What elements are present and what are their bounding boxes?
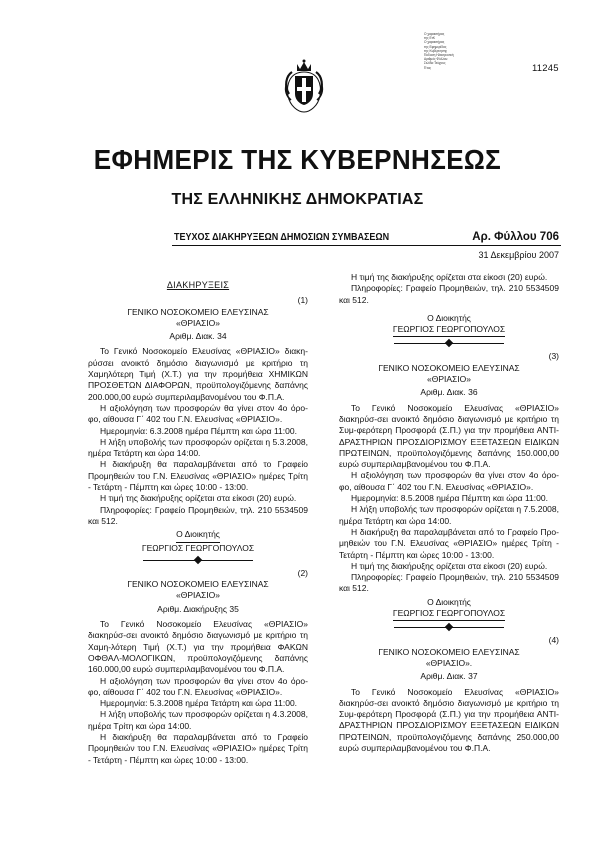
notice-paragraph: Η τιμή της διακήρυξης ορίζεται στα είκοσι (20) ευρώ. bbox=[351, 560, 548, 571]
notice-org: ΓΕΝΙΚΟ ΝΟΣΟΚΟΜΕΙΟ ΕΛΕΥΣΙΝΑΣ bbox=[127, 306, 269, 317]
issue-type: ΤΕΥΧΟΣ ΔΙΑΚΗΡΥΞΕΩΝ ΔΗΜΟΣΙΩΝ ΣΥΜΒΑΣΕΩΝ bbox=[174, 232, 390, 243]
notice-paragraph: Η τιμή της διακήρυξης ορίζεται στα είκοσι (20) ευρώ. bbox=[351, 272, 548, 282]
page-number: 11245 bbox=[532, 63, 559, 74]
signatory-title: Ο Διοικητής bbox=[176, 529, 220, 542]
signature-block bbox=[339, 597, 559, 622]
notice-separator bbox=[88, 554, 308, 566]
signature-block bbox=[339, 313, 559, 338]
left-column bbox=[88, 274, 308, 766]
notice-paragraph: Πληροφορίες: Γραφείο Προμηθειών, τηλ. 210 5534509 και 512. bbox=[339, 572, 559, 594]
notice-paragraph: Ημερομηνία: 5.3.2008 ημέρα Τετάρτη και ώρα 11:00. bbox=[100, 698, 298, 709]
notice-reference: Αριθμ. Διακ. 37 bbox=[420, 671, 478, 682]
notice-paragraph: Η αξιολόγηση των προσφορών θα γίνει στον 4ο όρο-φο, αίθουσα Γ΄ 402 του Γ.Ν. Ελευσίνας «ΘΡΙΑΣΙΟ». bbox=[88, 675, 308, 697]
notice-3 bbox=[339, 351, 559, 633]
notice-org: ΓΕΝΙΚΟ ΝΟΣΟΚΟΜΕΙΟ ΕΛΕΥΣΙΝΑΣ bbox=[127, 579, 269, 590]
issue-date: 31 Δεκεμβρίου 2007 bbox=[478, 250, 559, 260]
gazette-subtitle: ΤΗΣ ΕΛΛΗΝΙΚΗΣ ΔΗΜΟΚΡΑΤΙΑΣ bbox=[171, 191, 424, 208]
signature-block bbox=[88, 529, 308, 554]
signatory-title: Ο Διοικητής bbox=[427, 312, 471, 323]
signatory-name: ΓΕΩΡΓΙΟΣ ΓΕΩΡΓΟΠΟΥΛΟΣ bbox=[393, 608, 505, 621]
notice-org-name: «ΘΡΙΑΣΙΟ» bbox=[427, 374, 471, 385]
notice-4 bbox=[339, 635, 559, 754]
notice-paragraph: Η λήξη υποβολής των προσφορών ορίζεται η 5.3.2008, ημέρα Τετάρτη και ώρα 14:00. bbox=[88, 436, 308, 459]
notice-paragraph: Πληροφορίες: Γραφείο Προμηθειών, τηλ. 210 5534509 και 512. bbox=[88, 504, 308, 526]
notice-org: ΓΕΝΙΚΟ ΝΟΣΟΚΟΜΕΙΟ ΕΛΕΥΣΙΝΑΣ bbox=[378, 646, 520, 657]
notice-paragraph: Η αξιολόγηση των προσφορών θα γίνει στον 4ο όρο-φο, αίθουσα Γ΄ 402 του Γ.Ν. Ελευσίνας «ΘΡΙΑΣΙΟ». bbox=[88, 402, 308, 425]
notice-org: ΓΕΝΙΚΟ ΝΟΣΟΚΟΜΕΙΟ ΕΛΕΥΣΙΝΑΣ bbox=[378, 362, 520, 373]
notice-paragraph: Το Γενικό Νοσοκομείο Ελευσίνας «ΘΡΙΑΣΙΟ» διακη-ρύσσει ανοικτό δημόσιο διαγωνισμό με κριτήριο τη Χαμηλότερη Τιμή (Χ.Τ.) για την προμήθεια ΧΗΜΙΚΩΝ ΠΡΟΣΘΕΤΩΝ ΔΙΑΦΟΡΩΝ, προϋπολογιζόμενης δαπάνης 200.000,00 ευρώ συμπεριλαμβανομένου του Φ.Π.Α. bbox=[88, 346, 308, 402]
notice-org-name: «ΘΡΙΑΣΙΟ» bbox=[176, 317, 220, 328]
notice-paragraph: Η διακήρυξη θα παραλαμβάνεται από το Γραφείο Προμηθειών του Γ.Ν. Ελευσίνας «ΘΡΙΑΣΙΟ» ημέρες Τρίτη - Τετάρτη - Πέμπτη και ώρες 10:00 - 13:00. bbox=[88, 459, 308, 493]
notice-paragraph: Η διακήρυξη θα παραλαμβάνεται από το Γραφείο Προ-μηθειών του Γ.Ν. Ελευσίνας «ΘΡΙΑΣΙΟ» ημέρες Τρίτη - Τετάρτη - Πέμπτη και ώρες 10:00 - 13:00. bbox=[339, 526, 559, 560]
notice-paragraph: Ημερομηνία: 8.5.2008 ημέρα Πέμπτη και ώρα 11:00. bbox=[351, 493, 548, 504]
gazette-title: ΕΦΗΜΕΡΙΣ ΤΗΣ ΚΥΒΕΡΝΗΣΕΩΣ bbox=[93, 144, 502, 175]
signatory-name: ΓΕΩΡΓΙΟΣ ΓΕΩΡΓΟΠΟΥΛΟΣ bbox=[393, 324, 505, 337]
coat-of-arms-icon bbox=[280, 56, 328, 114]
notice-paragraph: Η διακήρυξη θα παραλαμβάνεται από το Γραφείο Προμηθειών του Γ.Ν. Ελευσίνας «ΘΡΙΑΣΙΟ» ημέρες Τρίτη - Τετάρτη - Πέμπτη και ώρες 10:00 - 13:00. bbox=[88, 731, 308, 765]
header-rule bbox=[172, 245, 561, 246]
notice-paragraph: Το Γενικό Νοσοκομείο Ελευσίνας «ΘΡΙΑΣΙΟ» διακηρύσ-σει ανοικτό δημόσιο διαγωνισμό με κριτήριο τη Συμ-φερότερη Προσφορά (Σ.Π.) για την προμήθεια ΑΝΤΙ-ΔΡΑΣΤΗΡΙΩΝ ΠΡΟΣΔΙΟΡΙΣΜΟΥ ΕΞΕΤΑΣΕΩΝ ΕΙΔΙΚΩΝ ΠΡΩΤΕΙΝΩΝ, προϋπολογιζόμενης δαπάνης 150.000,00 ευρώ συμπεριλαμβανομένου του Φ.Π.Α. bbox=[339, 402, 559, 470]
notice-separator bbox=[339, 621, 559, 633]
notice-paragraph: Η λήξη υποβολής των προσφορών ορίζεται η 7.5.2008, ημέρα Τετάρτη και ώρα 14:00. bbox=[339, 504, 559, 526]
notice-reference: Αριθμ. Διακ. 34 bbox=[169, 331, 227, 342]
notice-1 bbox=[88, 295, 308, 566]
notice-reference: Αριθμ. Διακ. 36 bbox=[420, 387, 478, 398]
right-column bbox=[339, 272, 559, 754]
notice-reference: Αριθμ. Διακήρυξης 35 bbox=[157, 603, 239, 614]
notice-number: (3) bbox=[548, 351, 559, 362]
signatory-name: ΓΕΩΡΓΙΟΣ ΓΕΩΡΓΟΠΟΥΛΟΣ bbox=[141, 542, 255, 553]
notice-org-name: «ΘΡΙΑΣΙΟ». bbox=[425, 657, 473, 668]
sheet-number: Αρ. Φύλλου 706 bbox=[472, 231, 559, 243]
notice-paragraph: Ημερομηνία: 6.3.2008 ημέρα Πέμπτη και ώρα 11:00. bbox=[100, 425, 297, 436]
notice-number: (4) bbox=[548, 635, 559, 646]
notice-paragraph: Η τιμή της διακήρυξης ορίζεται στα είκοσι (20) ευρώ. bbox=[100, 493, 297, 504]
notice-paragraph: Το Γενικό Νοσοκομείο Ελευσίνας «ΘΡΙΑΣΙΟ» διακηρύσ-σει ανοικτό δημόσιο διαγωνισμό με κριτήριο τη Χαμη-λότερη Τιμή (Χ.Τ.) για την προμήθεια ΦΑΚΩΝ ΟΦΘΑΛ-ΜΟΛΟΓΙΚΩΝ, προϋπολογιζόμενης δαπάνης 160.000,00 ευρώ συμπεριλαμβανομένου του Φ.Π.Α. bbox=[88, 619, 308, 675]
notice-paragraph: Η αξιολόγηση των προσφορών θα γίνει στον 4ο όρο-φο, αίθουσα Γ΄ 402 του Γ.Ν. Ελευσίνας «ΘΡΙΑΣΙΟ». bbox=[339, 470, 559, 492]
notice-org-name: «ΘΡΙΑΣΙΟ» bbox=[176, 590, 220, 601]
section-heading: ΔΙΑΚΗΡΥΞΕΙΣ bbox=[166, 280, 230, 290]
notice-number: (2) bbox=[297, 567, 308, 578]
notice-paragraph: Το Γενικό Νοσοκομείο Ελευσίνας «ΘΡΙΑΣΙΟ» διακηρύσ-σει ανοικτό δημόσιο διαγωνισμό με κριτήριο τη Συμ-φερότερη Προσφορά (Σ.Π.) για την προμήθεια ΑΝΤΙ-ΔΡΑΣΤΗΡΙΩΝ ΠΡΟΣΔΙΟΡΙΣΜΟΥ ΕΞΕΤΑΣΕΩΝ ΕΙΔΙΚΩΝ ΠΡΩΤΕΙΝΩΝ, προϋπολογιζόμενης δαπάνης 250.000,00 ευρώ συμπεριλαμβανομένου του Φ.Π.Α. bbox=[339, 686, 559, 753]
notice-paragraph: Πληροφορίες: Γραφείο Προμηθειών, τηλ. 210 5534509 και 512. bbox=[339, 283, 559, 305]
notice-2 bbox=[88, 568, 308, 766]
notice-number: (1) bbox=[297, 295, 308, 306]
printing-info-note: Ο χαρακτήρας της ΕτΚ Ο χαρακτήρας της Εφημερίδας της Κυβέρνησης Έκδοση Ηλεκτρονική Αριθμός Φύλλου Σελίδα Τεύχους Έτος bbox=[424, 32, 454, 70]
notice-paragraph: Η λήξη υποβολής των προσφορών ορίζεται η 4.3.2008, ημέρα Τρίτη και ώρα 14:00. bbox=[88, 709, 308, 731]
signatory-title: Ο Διοικητής bbox=[427, 596, 471, 607]
notice-separator bbox=[339, 337, 559, 349]
